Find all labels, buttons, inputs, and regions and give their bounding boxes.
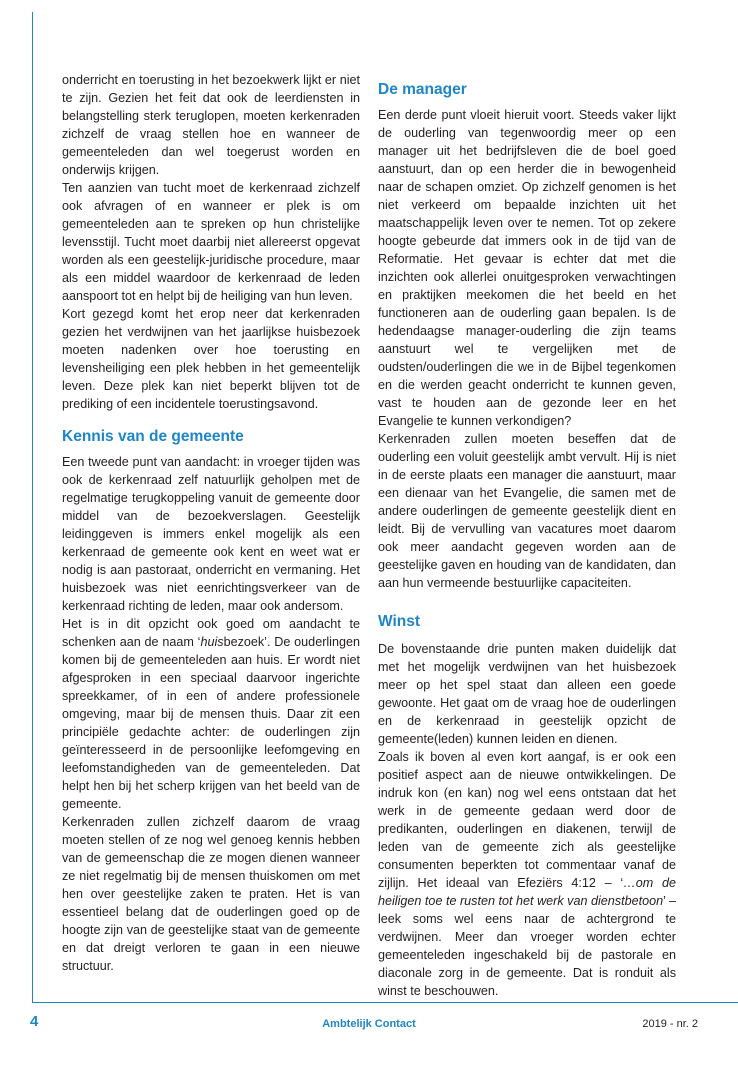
section-heading: De manager (378, 81, 467, 98)
section-heading: Kennis van de gemeente (62, 428, 244, 445)
paragraph (378, 748, 676, 1000)
issue-label: 2019 - nr. 2 (642, 1018, 698, 1030)
paragraph: Ten aanzien van tucht moet de kerkenraad zichzelf ook afvragen of en wanneer er plek is om gemeenteleden aan te spreken op hun christelijke levensstijl. Tucht moet daarbij niet allereerst opgevat worden als een geestelijk-juridische procedure, maar als een middel waardoor de kerkenraad de leden aanspoort tot en helpt bij de heiliging van hun leven. (62, 181, 360, 303)
paragraph: Kort gezegd komt het erop neer dat kerkenraden gezien het verdwijnen van het jaarlijkse huisbezoek moeten nadenken over hoe toerusting en levensheiliging een plek hebben in het gemeentelijk leven. Deze plek kan niet beperkt blijven tot de prediking of een incidentele toerustingsavond. (62, 307, 360, 411)
emphasis: …om de heiligen toe te rusten tot het werk van dienstbetoon (378, 876, 676, 908)
footer-rule (32, 1002, 738, 1003)
paragraph (62, 615, 360, 813)
emphasis: huis (200, 635, 224, 649)
paragraph-text: Zoals ik boven al even kort aangaf, is er ook een positief aspect aan de nieuwe ontwikkelingen. De indruk kon (en kan) nog wel eens ontstaan dat het werk in de gemeente gedaan werd door de predikanten, ouderlingen en diakenen, terwijl de leden van de gemeente zich als geestelijke consumenten beperkten tot commentaar vanaf de zijlijn. Het ideaal van Efeziërs 4:12 – ‘ (378, 750, 676, 890)
paragraph-text: bezoek’. De ouderlingen komen bij de gemeenteleden aan huis. Er wordt niet afgesproken in een speciaal daarvoor ingerichte spreekkamer, of in een of andere professionele omgeving, maar bij de mensen thuis. Daar zit een principiële gedachte achter: de ouderlingen zijn geïnteresseerd in de persoonlijke leefomgeving en leefomstandigheden van de gemeenteleden. Dat helpt hen bij het scherp krijgen van het beeld van de gemeente. (62, 635, 360, 811)
publication-title: Ambtelijk Contact (322, 1018, 416, 1030)
left-column (62, 71, 360, 975)
right-column (378, 80, 676, 1000)
paragraph: Een tweede punt van aandacht: in vroeger tijden was ook de kerkenraad zelf natuurlijk geholpen met de regelmatige terugkoppeling vanuit de gemeente door middel van de bezoekverslagen. Geestelijk leidinggeven is immers enkel mogelijk als een kerkenraad de gemeente ook kent en weet wat er nodig is aan pastoraat, onderricht en vermaning. Het huisbezoek was niet eenrichtingsverkeer van de kerkenraad richting de leden, maar ook andersom. (62, 455, 360, 613)
paragraph: Kerkenraden zullen moeten beseffen dat de ouderling een voluit geestelijk ambt vervult. Hij is niet in de eerste plaats een manager die aanstuurt, maar een dienaar van het Evangelie, die samen met de andere ouderlingen de gemeente geestelijk dient en leidt. Bij de vervulling van vacatures moet daarom ook meer aandacht gegeven worden aan de geestelijke gaven en houding van de kandidaten, dan aan hun vermeende bestuurlijke capaciteiten. (378, 432, 676, 590)
paragraph: Een derde punt vloeit hieruit voort. Steeds vaker lijkt de ouderling van tegenwoordig meer op een manager uit het bedrijfsleven die de boel goed aanstuurt, dan op een herder die in bewogenheid naar de schapen omziet. Op zichzelf genomen is het niet verkeerd om bepaalde inzichten uit het maatschappelijk leven over te nemen. Tot op zekere hoogte gebeurde dat immers ook in de tijd van de Reformatie. Het gevaar is echter dat met die inzichten ook allerlei onuitgesproken verwachtingen en praktijken meekomen die het beeld en het functioneren aan de ouderling gaan bepalen. Is de hedendaagse manager-ouderling die zijn teams aanstuurt wel te vergelijken met de oudsten/ouderlingen die we in de Bijbel tegenkomen en die werden geacht onderricht te kunnen geven, vast te houden aan de gezonde leer en het Evangelie te kunnen verkondigen? (378, 108, 676, 428)
page-number: 4 (30, 1013, 39, 1030)
paragraph-text: Het is in dit opzicht ook goed om aandacht te schenken aan de naam ‘ (62, 617, 360, 649)
paragraph: Kerkenraden zullen zichzelf daarom de vraag moeten stellen of ze nog wel genoeg kennis hebben van de gemeenschap die ze mogen dienen wanneer ze niet regelmatig bij de mensen thuiskomen om met hen over geestelijke zaken te praten. Het is van essentieel belang dat de ouderlingen goed op de hoogte zijn van de geestelijke staat van de gemeente en dat dreigt verloren te gaan in een nieuwe structuur. (62, 815, 360, 973)
left-margin-rule (32, 12, 33, 1003)
section-heading: Winst (378, 613, 421, 630)
paragraph: De bovenstaande drie punten maken duidelijk dat met het mogelijk verdwijnen van het huisbezoek meer op het spel staat dan alleen een goede gewoonte. Het gaat om de vraag hoe de ouderlingen en de kerkenraad in geestelijk opzicht de gemeente(leden) kunnen leiden en dienen. (378, 642, 676, 746)
paragraph: onderricht en toerusting in het bezoekwerk lijkt er niet te zijn. Gezien het feit dat ook de leerdiensten in belangstelling sterk teruglopen, moeten kerkenraden zichzelf de vraag stellen hoe en wanneer de gemeenteleden dan wel toegerust worden en onderwijs krijgen. (62, 73, 360, 177)
paragraph-text: ’ – leek soms wel eens naar de achtergrond te verdwijnen. Meer dan vroeger worden echter gemeenteleden ingeschakeld bij de pastorale en diaconale zorg in de gemeente. Dat is ronduit als winst te beschouwen. (378, 894, 676, 998)
